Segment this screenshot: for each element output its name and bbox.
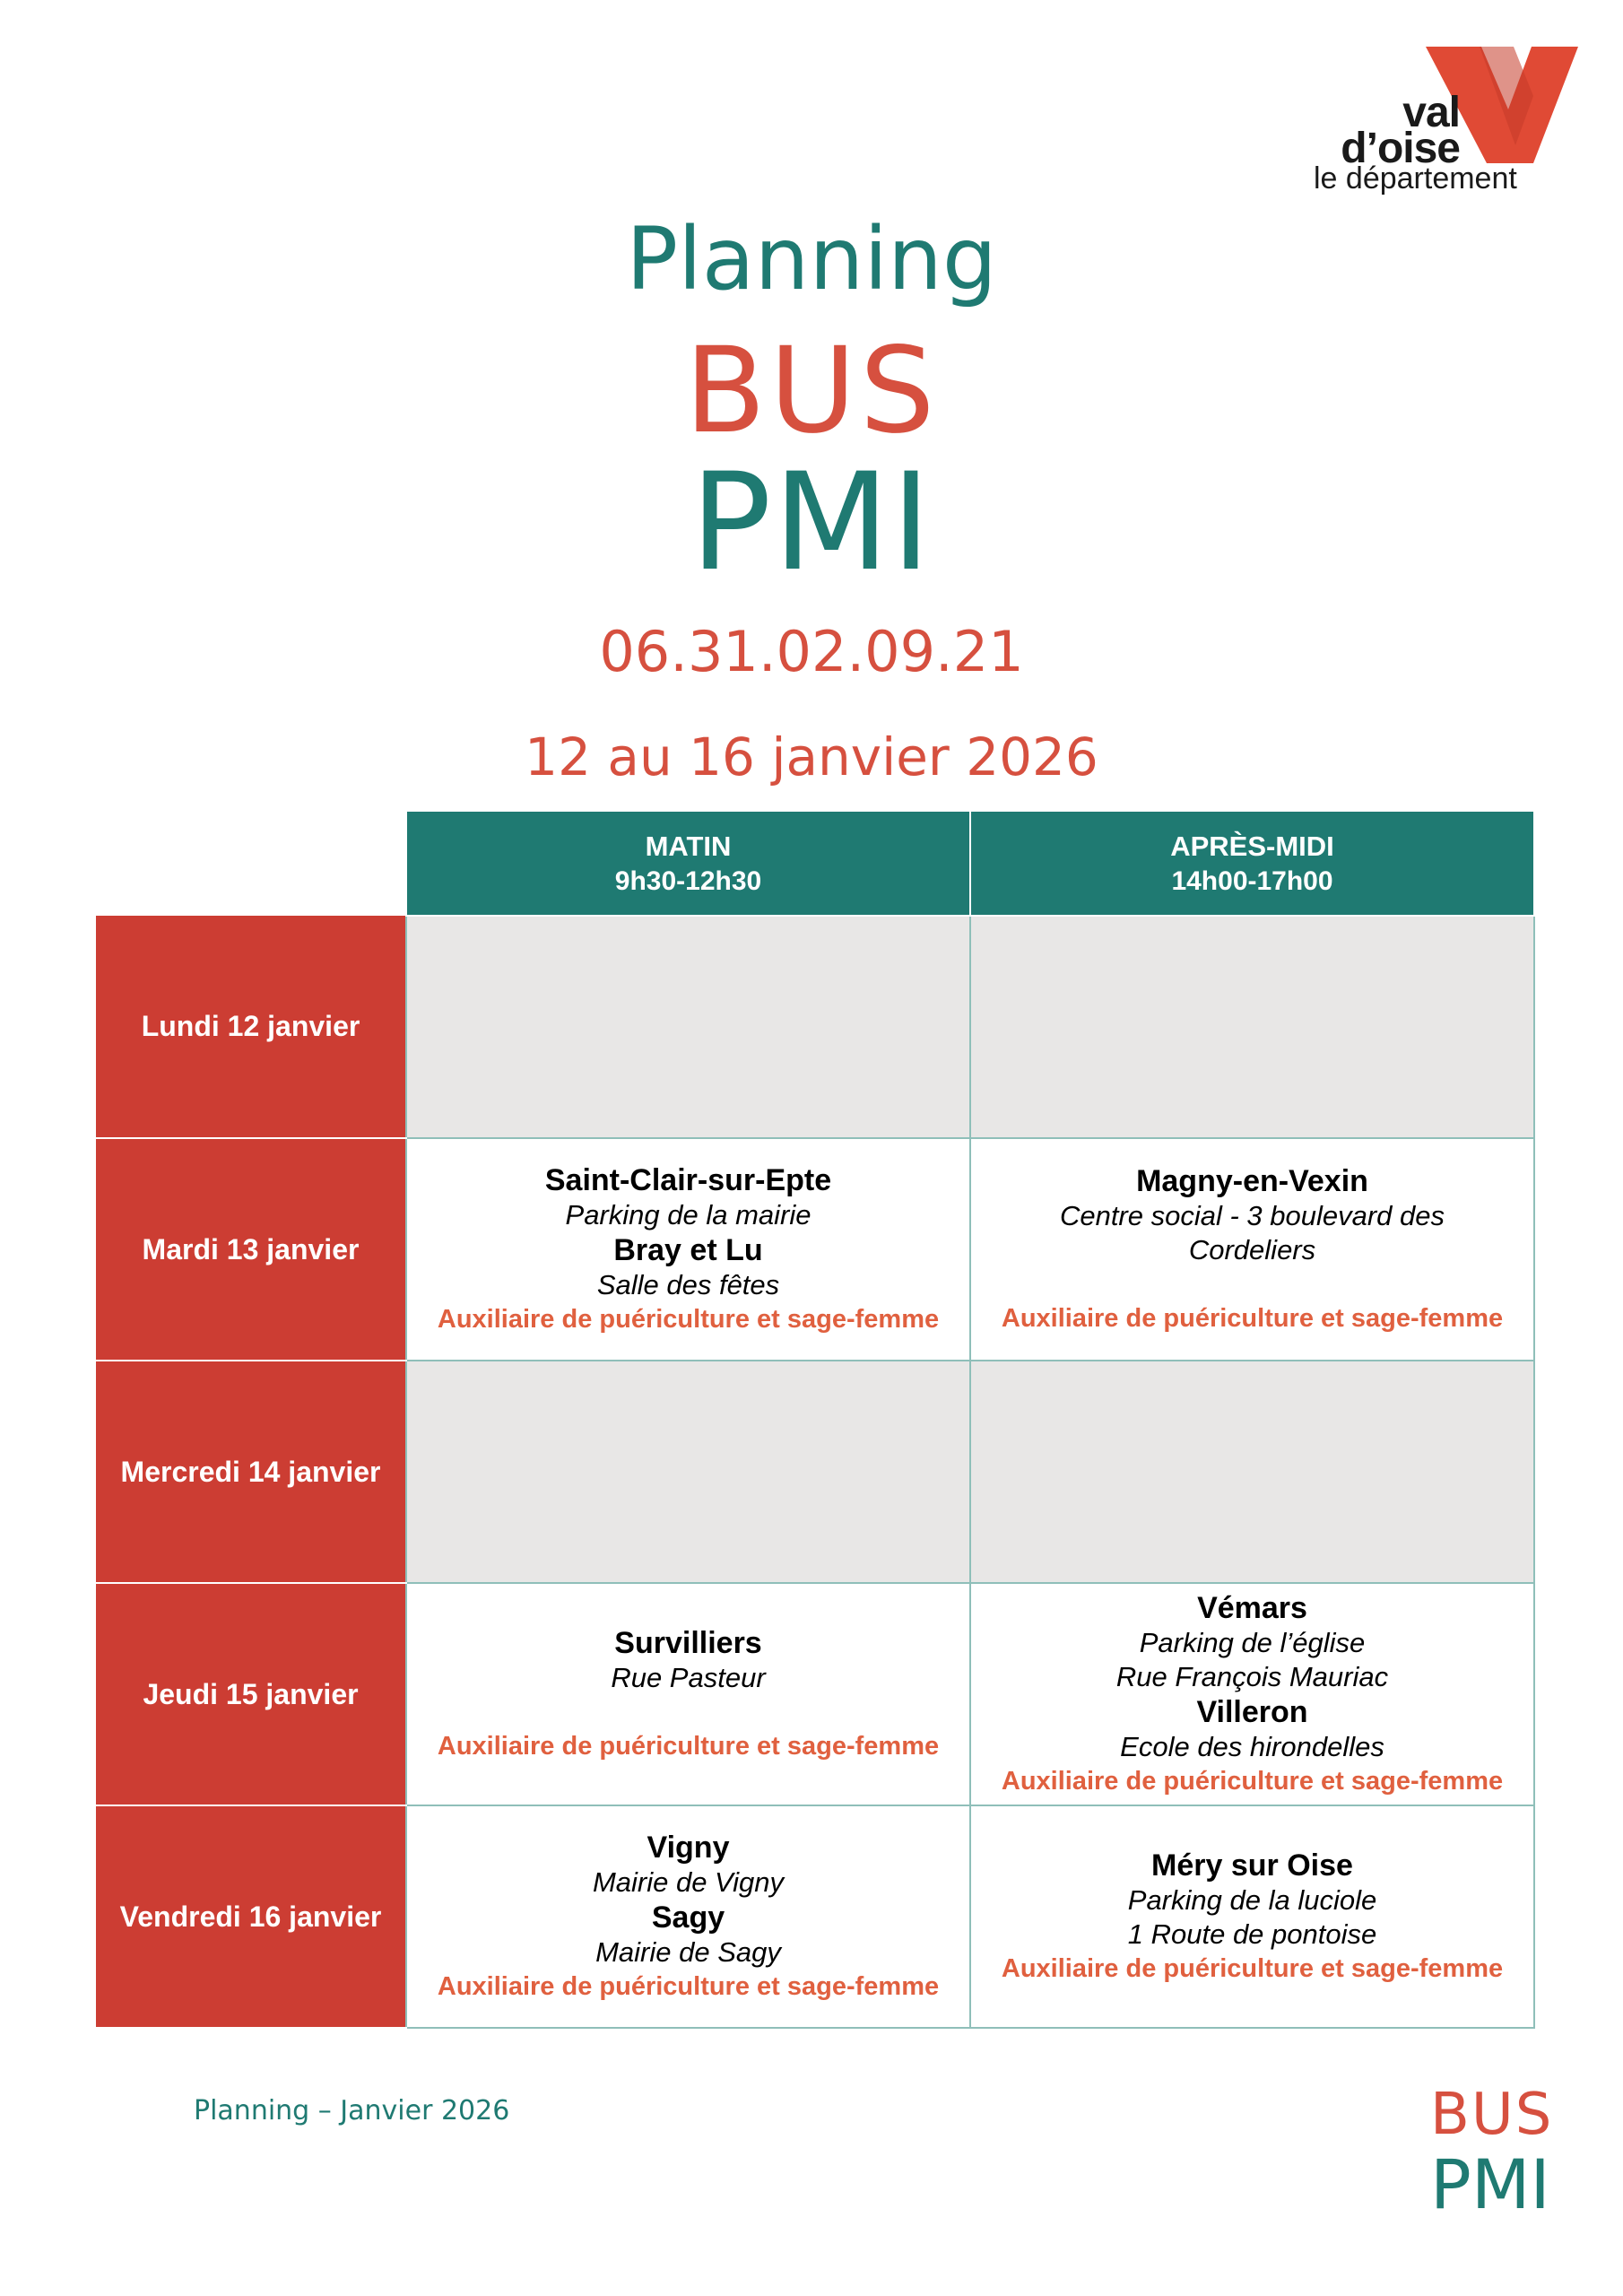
place-name: Survilliers bbox=[614, 1626, 762, 1660]
afternoon-cell bbox=[970, 1138, 1534, 1361]
morning-cell bbox=[406, 1138, 970, 1361]
staff-label: Auxiliaire de puériculture et sage-femme bbox=[1001, 1954, 1504, 1983]
table-row-vendredi bbox=[96, 1805, 1534, 2028]
column-label: MATIN bbox=[645, 830, 732, 862]
pmi-wordmark: PMI bbox=[690, 445, 933, 601]
header-row bbox=[96, 811, 1534, 916]
morning-cell-empty bbox=[406, 1361, 970, 1583]
table-row-lundi bbox=[96, 916, 1534, 1138]
place-detail: Ecole des hirondelles bbox=[1120, 1731, 1384, 1762]
column-hours: 9h30-12h30 bbox=[614, 865, 762, 896]
place-name: Vigny bbox=[647, 1831, 730, 1865]
day-label: Vendredi 16 janvier bbox=[96, 1805, 406, 2028]
morning-cell bbox=[406, 1583, 970, 1805]
logo-text-departement: le département bbox=[1314, 161, 1517, 196]
place-detail: Mairie de Sagy bbox=[595, 1936, 781, 1968]
afternoon-cell-empty bbox=[970, 916, 1534, 1138]
place-name: Saint-Clair-sur-Epte bbox=[544, 1163, 832, 1197]
column-hours: 14h00-17h00 bbox=[1171, 865, 1333, 896]
afternoon-cell bbox=[970, 1805, 1534, 2028]
staff-label: Auxiliaire de puériculture et sage-femme bbox=[437, 1732, 940, 1761]
place-detail: Centre social - 3 boulevard des bbox=[1059, 1200, 1445, 1231]
place-detail: Salle des fêtes bbox=[596, 1269, 780, 1300]
corner-cell bbox=[96, 811, 406, 916]
bus-wordmark: BUS bbox=[684, 322, 939, 460]
place-name: Méry sur Oise bbox=[1151, 1848, 1353, 1883]
place-detail: Rue Pasteur bbox=[611, 1662, 766, 1693]
staff-label: Auxiliaire de puériculture et sage-femme bbox=[1001, 1304, 1504, 1333]
logo-text-val: val bbox=[1402, 89, 1460, 136]
place-name: Vémars bbox=[1197, 1591, 1307, 1625]
place-detail: 1 Route de pontoise bbox=[1127, 1918, 1377, 1950]
spacer bbox=[407, 1695, 969, 1729]
place-name: Villeron bbox=[1196, 1695, 1308, 1729]
column-header-apres-midi bbox=[970, 811, 1534, 916]
place-name: Bray et Lu bbox=[613, 1233, 763, 1267]
phone-number: 06.31.02.09.21 bbox=[599, 619, 1024, 684]
footer-pmi-wordmark: PMI bbox=[1430, 2144, 1550, 2224]
page-title: Planning bbox=[626, 209, 997, 309]
val-doise-logo bbox=[1309, 47, 1578, 199]
day-label: Mercredi 14 janvier bbox=[96, 1361, 406, 1583]
day-label: Jeudi 15 janvier bbox=[96, 1583, 406, 1805]
schedule-table bbox=[96, 810, 1535, 2029]
place-detail: Parking de l’église bbox=[1139, 1627, 1366, 1658]
place-detail: Mairie de Vigny bbox=[592, 1866, 785, 1898]
place-detail: Cordeliers bbox=[1188, 1234, 1316, 1265]
table-row-mardi bbox=[96, 1138, 1534, 1361]
footer-text: Planning – Janvier 2026 bbox=[194, 2095, 510, 2126]
day-label: Lundi 12 janvier bbox=[96, 916, 406, 1138]
morning-cell bbox=[406, 1805, 970, 2028]
date-range: 12 au 16 janvier 2026 bbox=[525, 726, 1098, 787]
table-row-jeudi bbox=[96, 1583, 1534, 1805]
column-label: APRÈS-MIDI bbox=[1170, 830, 1334, 862]
column-header-matin bbox=[406, 811, 970, 916]
place-detail: Parking de la luciole bbox=[1127, 1884, 1377, 1916]
afternoon-cell-empty bbox=[970, 1361, 1534, 1583]
logo-text-doise: d’oise bbox=[1341, 125, 1460, 172]
place-detail: Parking de la mairie bbox=[565, 1199, 812, 1231]
staff-label: Auxiliaire de puériculture et sage-femme bbox=[437, 1305, 940, 1334]
afternoon-cell bbox=[970, 1583, 1534, 1805]
footer-bus-wordmark: BUS bbox=[1430, 2082, 1554, 2148]
place-detail: Rue François Mauriac bbox=[1115, 1661, 1389, 1692]
place-name: Magny-en-Vexin bbox=[1136, 1164, 1368, 1198]
staff-label: Auxiliaire de puériculture et sage-femme bbox=[437, 1972, 940, 2001]
day-label: Mardi 13 janvier bbox=[96, 1138, 406, 1361]
morning-cell-empty bbox=[406, 916, 970, 1138]
table-row-mercredi bbox=[96, 1361, 1534, 1583]
staff-label: Auxiliaire de puériculture et sage-femme bbox=[1001, 1767, 1504, 1796]
place-name: Sagy bbox=[651, 1900, 725, 1935]
spacer bbox=[971, 1267, 1533, 1301]
